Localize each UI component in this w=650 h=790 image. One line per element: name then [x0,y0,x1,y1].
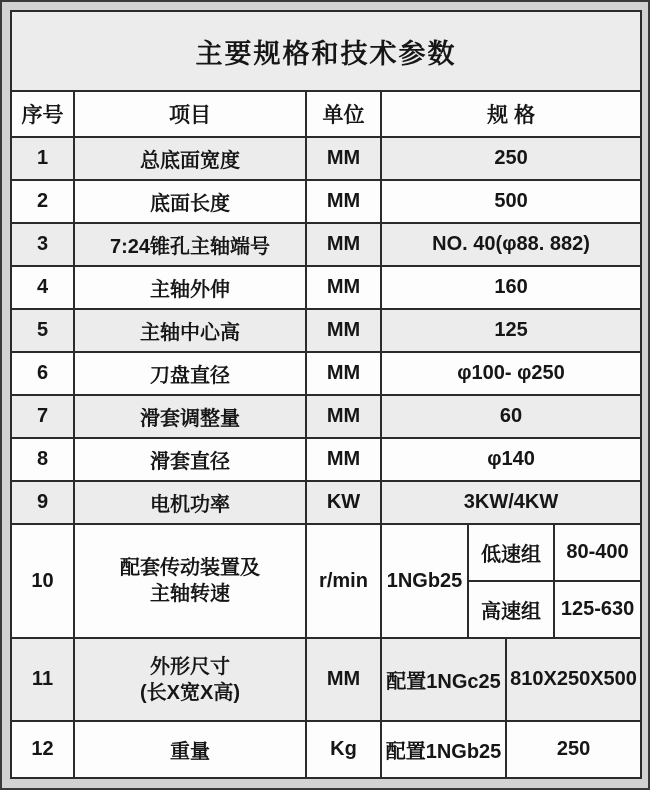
cell-no: 10 [11,524,74,638]
table-row [11,180,641,223]
cell-unit: MM [306,638,381,721]
table-row [11,309,641,352]
cell-unit: MM [306,438,381,481]
item-line-1: 配套传动装置及 [120,557,260,579]
cell-unit: Kg [306,721,381,778]
cell-item: 主轴中心高 [74,309,306,352]
cell-unit: MM [306,223,381,266]
title-row [11,11,641,91]
cell-unit: MM [306,352,381,395]
cell-no: 5 [11,309,74,352]
cell-unit: MM [306,395,381,438]
table-row [11,137,641,180]
cell-unit: KW [306,481,381,524]
item-line-1: 外形尺寸 [150,655,230,678]
col-header-unit: 单位 [306,91,381,137]
cell-item: 滑套调整量 [74,395,306,438]
cell-item: 电机功率 [74,481,306,524]
table-row [11,266,641,309]
cell-no: 1 [11,137,74,180]
cell-spec: 125 [381,309,641,352]
col-header-spec: 规 格 [381,91,641,137]
cell-no: 12 [11,721,74,778]
cell-item: 重量 [74,721,306,778]
cell-config: 配置1NGb25 [381,721,506,778]
cell-unit: MM [306,137,381,180]
item-line-2: 主轴转速 [150,583,230,605]
cell-item [74,524,306,638]
table-row [11,438,641,481]
cell-low-group-label: 低速组 [468,524,554,581]
item-line-2: (长X宽X高) [140,681,240,704]
cell-no: 9 [11,481,74,524]
cell-item: 滑套直径 [74,438,306,481]
cell-unit: MM [306,266,381,309]
cell-no: 7 [11,395,74,438]
table-row-10-low [11,524,641,581]
cell-drive-model: 1NGb25 [381,524,468,638]
cell-unit: MM [306,180,381,223]
header-row [11,91,641,137]
cell-spec-value: 250 [506,721,641,778]
cell-config: 配置1NGc25 [381,638,506,721]
cell-item: 刀盘直径 [74,352,306,395]
cell-spec: 250 [381,137,641,180]
cell-high-group-label: 高速组 [468,581,554,638]
cell-item: 7:24锥孔主轴端号 [74,223,306,266]
cell-no: 2 [11,180,74,223]
table-row-12 [11,721,641,778]
table-row [11,395,641,438]
cell-item: 底面长度 [74,180,306,223]
cell-spec: 3KW/4KW [381,481,641,524]
cell-item: 主轴外伸 [74,266,306,309]
cell-low-group-value: 80-400 [554,524,641,581]
cell-spec: 160 [381,266,641,309]
cell-unit: MM [306,309,381,352]
col-header-no: 序号 [11,91,74,137]
cell-item [74,638,306,721]
spec-table [10,10,642,779]
table-title: 主要规格和技术参数 [11,11,641,91]
cell-no: 4 [11,266,74,309]
table-row [11,223,641,266]
cell-spec: 60 [381,395,641,438]
cell-item: 总底面宽度 [74,137,306,180]
cell-spec: φ100- φ250 [381,352,641,395]
cell-no: 8 [11,438,74,481]
cell-spec-value: 810X250X500 [506,638,641,721]
table-row [11,352,641,395]
cell-no: 11 [11,638,74,721]
cell-unit: r/min [306,524,381,638]
cell-spec: 500 [381,180,641,223]
cell-no: 6 [11,352,74,395]
cell-spec: φ140 [381,438,641,481]
col-header-item: 项目 [74,91,306,137]
cell-no: 3 [11,223,74,266]
cell-spec: NO. 40(φ88. 882) [381,223,641,266]
table-row [11,481,641,524]
table-row-11 [11,638,641,721]
cell-high-group-value: 125-630 [554,581,641,638]
